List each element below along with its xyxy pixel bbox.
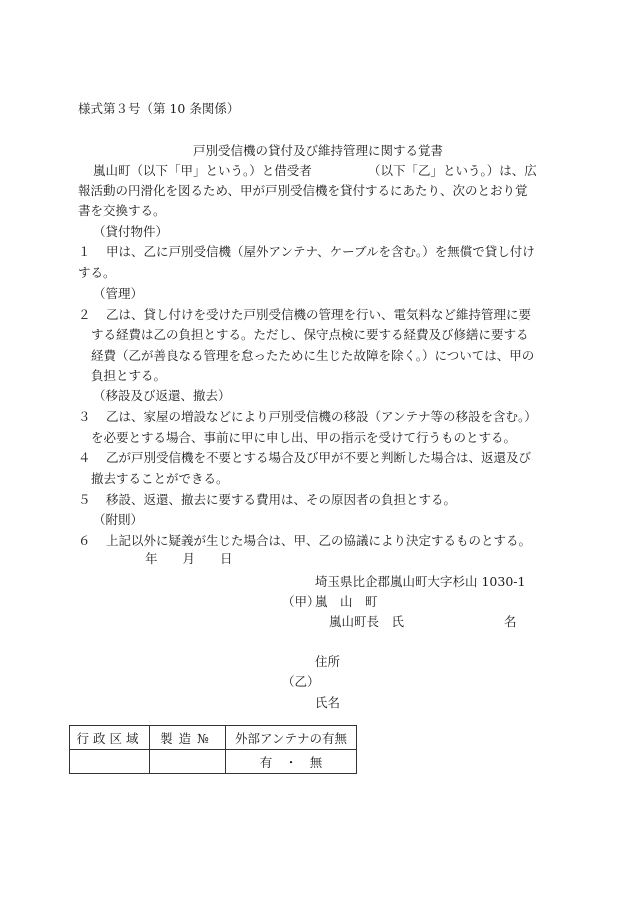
- party-a-label: （甲）: [282, 594, 320, 609]
- intro-line-1: 嵐山町（以下「甲」という。）と借受者 （以下「乙」という。）は、広: [93, 163, 537, 178]
- section-6-heading: （附則）: [93, 512, 144, 527]
- section-3-line-1: [78, 407, 537, 425]
- section-2-line-4: 負担とする。: [91, 368, 167, 383]
- section-2-line-3: 経費（乙が善良なる管理を怠ったために生じた故障を除く。）については、甲の: [91, 348, 535, 363]
- section-3-line-2: を必要とする場合、事前に甲に申し出、甲の指示を受けて行うものとする。: [91, 430, 517, 445]
- section-4-line-2: 撤去することができる。: [91, 471, 229, 486]
- cell-administrative-area: [70, 750, 150, 774]
- section-1-number: １: [78, 244, 91, 259]
- section-3-heading: （移設及び返還、撤去）: [93, 388, 231, 403]
- section-2-number: ２: [78, 307, 91, 322]
- section-6-text: 上記以外に疑義が生じた場合は、甲、乙の協議により決定するものとする。: [106, 533, 532, 548]
- party-b-name-label: 氏名: [315, 695, 341, 710]
- section-1-heading: （貸付物件）: [93, 224, 169, 239]
- section-4-line-1: [78, 448, 531, 466]
- section-6-line-1: [78, 531, 531, 549]
- section-5-line-1: [78, 490, 456, 508]
- header-external-antenna: 外部アンテナの有無: [226, 726, 357, 750]
- document-title: 戸別受信機の貸付及び維持管理に関する覚書: [193, 143, 444, 158]
- section-5-text: 移設、返還、撤去に要する費用は、その原因者の負担とする。: [106, 492, 457, 507]
- party-b-label: （乙）: [282, 674, 320, 689]
- section-3-text: 乙は、家屋の増設などにより戸別受信機の移設（アンテナ等の移設を含む。）: [106, 409, 537, 424]
- date-line: 年 月 日: [145, 551, 233, 566]
- section-2-line-2: する経費は乙の負担とする。ただし、保守点検に要する経費及び修繕に要する: [91, 327, 529, 342]
- table-header-row: [70, 726, 357, 750]
- party-a-address: 埼玉県比企郡嵐山町大字杉山 1030-1: [315, 574, 526, 589]
- section-1-text: 甲は、乙に戸別受信機（屋外アンテナ、ケーブルを含む。）を無償で貸し付け: [106, 244, 535, 259]
- header-serial-number: 製造№: [150, 726, 226, 750]
- section-2-heading: （管理）: [93, 286, 144, 301]
- section-4-number: ４: [78, 450, 91, 465]
- section-2-line-1: [78, 305, 531, 323]
- info-table: [69, 725, 357, 774]
- table-row: [70, 750, 357, 774]
- intro-line-3: 書を交換する。: [78, 203, 166, 218]
- cell-external-antenna: 有 ・ 無: [226, 750, 357, 774]
- party-a-mayor-line: 嵐山町長 氏 名: [329, 614, 517, 629]
- section-6-number: ６: [78, 533, 91, 548]
- section-2-text: 乙は、貸し付けを受けた戸別受信機の管理を行い、電気料など維持管理に要: [106, 307, 532, 322]
- cell-serial-number: [150, 750, 226, 774]
- section-4-text: 乙が戸別受信機を不要とする場合及び甲が不要と判断した場合は、返還及び: [106, 450, 532, 465]
- section-5-number: ５: [78, 492, 91, 507]
- form-label: 様式第３号（第 10 条関係）: [78, 101, 240, 116]
- section-3-number: ３: [78, 409, 91, 424]
- section-1-line-2: する。: [78, 265, 116, 280]
- header-administrative-area: 行政区域: [70, 726, 150, 750]
- party-b-address-label: 住所: [315, 654, 341, 669]
- intro-line-2: 報活動の円滑化を図るため、甲が戸別受信機を貸付するにあたり、次のとおり覚: [78, 183, 528, 198]
- party-a-name: 嵐 山 町: [315, 594, 378, 609]
- section-1-line-1: [78, 242, 535, 260]
